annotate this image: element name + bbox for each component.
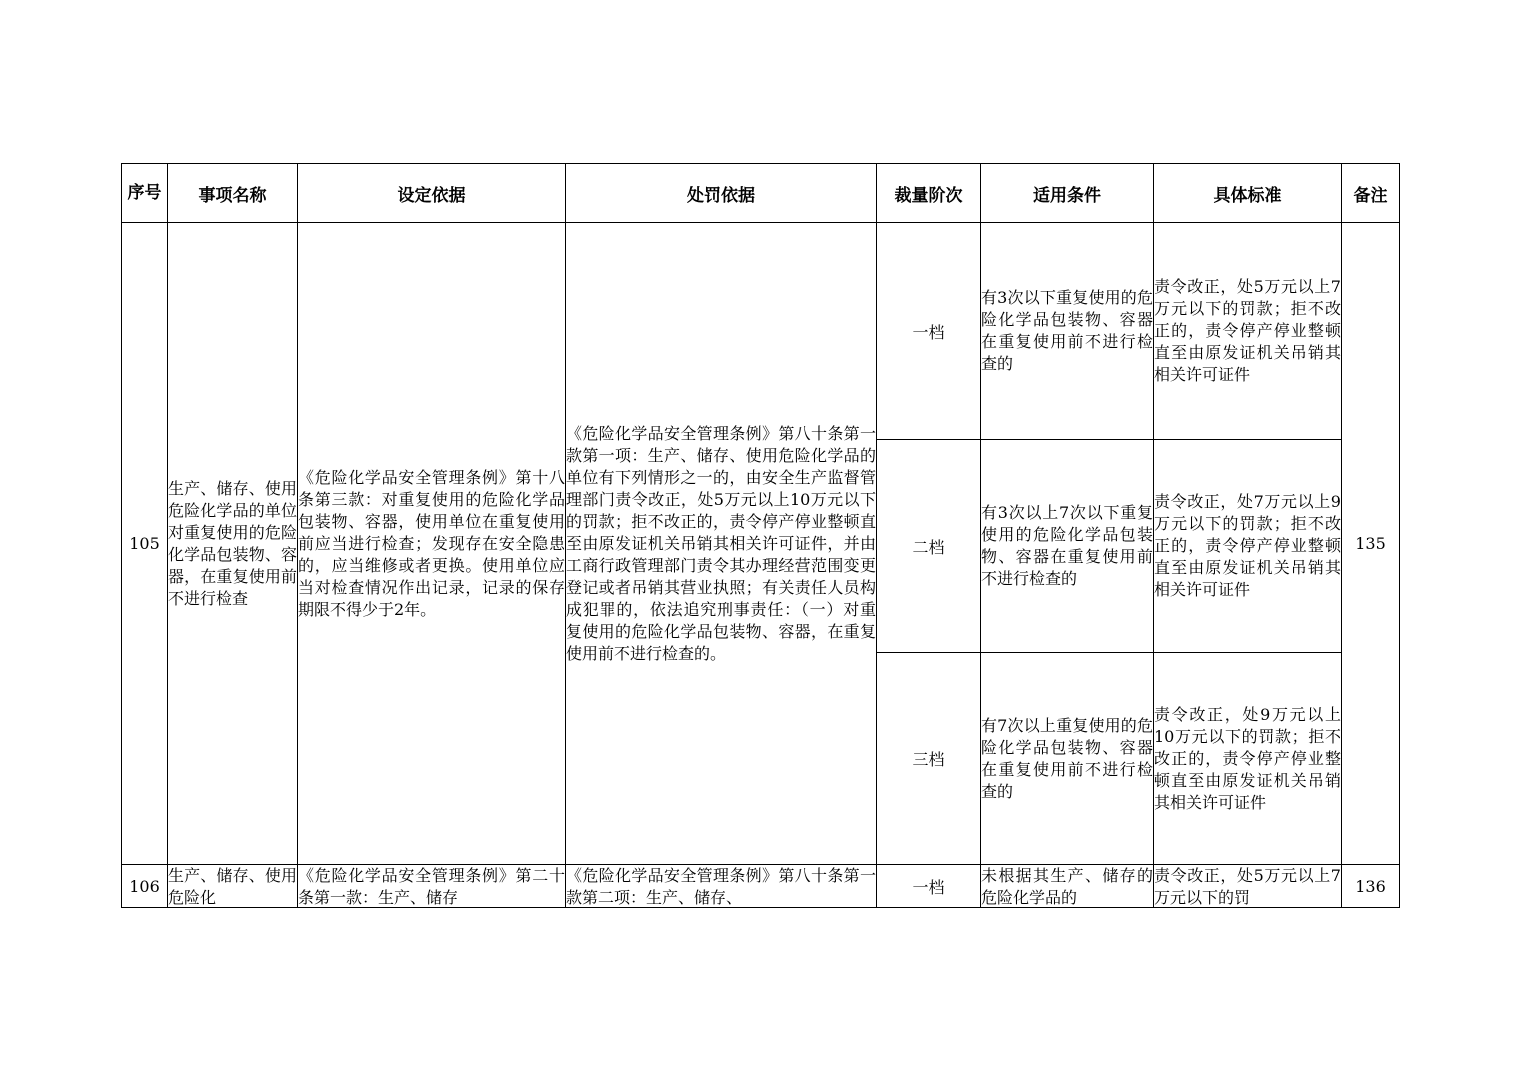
row-note: 135 [1342,223,1400,865]
tier-condition [981,865,1154,908]
tier-standard: 责令改正，处9万元以上10万元以下的罚款；拒不改正的，责令停产停业整顿直至由原发证机关吊销其相关许可证件 [1154,653,1342,865]
header-note: 备注 [1342,164,1400,223]
header-penalty-basis: 处罚依据 [566,164,877,223]
table-header-row [122,164,1400,223]
tier-level: 一档 [877,223,981,440]
tier-standard [1154,865,1342,908]
table-row [122,865,1400,908]
tier-condition-text: 未根据其生产、储存的危险化学品的 [981,866,1153,907]
row-item-name [168,865,298,908]
row-seq: 105 [122,223,168,865]
row-penalty-basis: 《危险化学品安全管理条例》第八十条第一款第一项：生产、储存、使用危险化学品的单位有下列情形之一的，由安全生产监督管理部门责令改正，处5万元以上10万元以下的罚款；拒不改正的，责令停产停业整顿直至由原发证机关吊销其相关许可证件，并由工商行政管理部门责令其办理经营范围变更登记或者吊销其营业执照；有关责任人员构成犯罪的，依法追究刑事责任：（一）对重复使用的危险化学品包装物、容器，在重复使用前不进行检查的。 [566,223,877,865]
tier-level: 三档 [877,653,981,865]
tier-standard: 责令改正，处7万元以上9万元以下的罚款；拒不改正的，责令停产停业整顿直至由原发证机关吊销其相关许可证件 [1154,440,1342,653]
row-setting-basis: 《危险化学品安全管理条例》第十八条第三款：对重复使用的危险化学品包装物、容器，使用单位在重复使用前应当进行检查；发现存在安全隐患的，应当维修或者更换。使用单位应当对检查情况作出记录，记录的保存期限不得少于2年。 [298,223,566,865]
header-condition: 适用条件 [981,164,1154,223]
tier-standard: 责令改正，处5万元以上7万元以下的罚款；拒不改正的，责令停产停业整顿直至由原发证机关吊销其相关许可证件 [1154,223,1342,440]
tier-condition: 有3次以下重复使用的危险化学品包装物、容器在重复使用前不进行检查的 [981,223,1154,440]
tier-level: 一档 [877,865,981,908]
row-note: 136 [1342,865,1400,908]
row-penalty-basis-text: 《危险化学品安全管理条例》第八十条第一款第二项：生产、储存、 [566,866,876,907]
table-row [122,223,1400,440]
tier-condition: 有3次以上7次以下重复使用的危险化学品包装物、容器在重复使用前不进行检查的 [981,440,1154,653]
row-item-name-text: 生产、储存、使用危险化 [168,866,297,907]
header-basis: 设定依据 [298,164,566,223]
row-penalty-basis [566,865,877,908]
header-seq: 序号 [122,164,168,223]
tier-condition: 有7次以上重复使用的危险化学品包装物、容器在重复使用前不进行检查的 [981,653,1154,865]
row-setting-basis-text: 《危险化学品安全管理条例》第二十条第一款：生产、储存 [298,866,565,907]
row-item-name: 生产、储存、使用危险化学品的单位对重复使用的危险化学品包装物、容器，在重复使用前不进行检查 [168,223,298,865]
header-name: 事项名称 [168,164,298,223]
penalty-discretion-table [121,163,1400,908]
row-setting-basis [298,865,566,908]
header-standard: 具体标准 [1154,164,1342,223]
tier-level: 二档 [877,440,981,653]
header-level: 裁量阶次 [877,164,981,223]
tier-standard-text: 责令改正，处5万元以上7万元以下的罚 [1154,866,1341,907]
row-seq: 106 [122,865,168,908]
